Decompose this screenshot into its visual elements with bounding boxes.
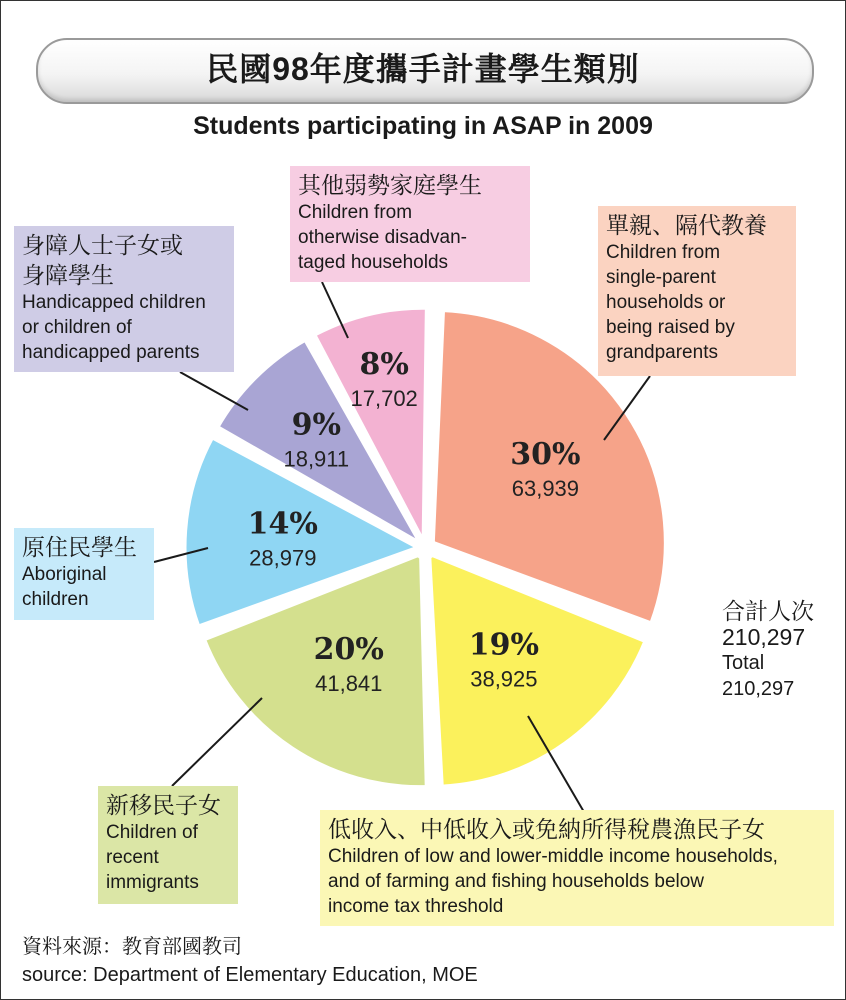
pie-percent-handicapped: 9% <box>291 407 342 443</box>
pie-percent-low-income: 19% <box>468 627 540 663</box>
label-zh-aboriginal: 原住民學生 <box>22 534 137 560</box>
label-en-aboriginal-2: children <box>22 589 89 610</box>
label-box-disadvantaged <box>290 166 530 282</box>
label-en-handicapped-3: handicapped parents <box>22 342 200 363</box>
leader-line-new-immigrant <box>172 698 262 786</box>
pie-center <box>413 536 437 560</box>
label-en-single-parent-2: single-parent <box>606 267 716 288</box>
label-en-aboriginal-1: Aboriginal <box>22 564 107 585</box>
chart-title-en: Students participating in ASAP in 2009 <box>193 112 653 140</box>
label-en-new-immigrant-1: Children of <box>106 822 198 843</box>
label-box-low-income <box>320 810 834 926</box>
source-zh: 資料來源：教育部國教司 <box>22 936 242 958</box>
total-block <box>722 598 814 702</box>
chart-title-zh: 民國98年度攜手計畫學生類別 <box>206 51 640 87</box>
label-en-handicapped-1: Handicapped children <box>22 292 206 313</box>
label-en-single-parent-1: Children from <box>606 242 721 263</box>
pie-percent-aboriginal: 14% <box>247 506 318 542</box>
label-en-new-immigrant-3: immigrants <box>106 872 199 893</box>
leader-line-handicapped <box>180 372 248 410</box>
pie-count-aboriginal: 28,979 <box>249 545 317 571</box>
label-en-handicapped-2: or children of <box>22 317 132 338</box>
label-en-new-immigrant-2: recent <box>106 847 159 868</box>
label-en-single-parent-4: being raised by <box>606 317 735 338</box>
label-en-disadvantaged-1: Children from <box>298 202 413 223</box>
label-en-disadvantaged-3: taged households <box>298 252 449 273</box>
pie-percent-disadvantaged: 8% <box>359 346 409 382</box>
pie-percent-single-parent: 30% <box>510 436 581 472</box>
total-label-en: Total <box>722 652 765 674</box>
label-box-single-parent <box>598 206 796 376</box>
label-zh-disadvantaged: 其他弱勢家庭學生 <box>298 172 482 198</box>
label-en-single-parent-3: households or <box>606 292 726 313</box>
label-en-low-income-1: Children of low and lower-middle income households, <box>328 846 778 867</box>
source-en: source: Department of Elementary Education, MOE <box>22 964 478 986</box>
total-value: 210,297 <box>722 624 806 650</box>
label-zh-low-income: 低收入、中低收入或免納所得稅農漁民子女 <box>328 816 765 842</box>
pie-count-low-income: 38,925 <box>470 666 538 692</box>
label-zh-single-parent: 單親、隔代教養 <box>606 212 767 238</box>
total-value-en: 210,297 <box>722 678 795 700</box>
label-en-single-parent-5: grandparents <box>606 342 718 363</box>
label-en-low-income-3: income tax threshold <box>328 896 504 917</box>
pie-count-disadvantaged: 17,702 <box>350 385 418 411</box>
pie-percent-new-immigrant: 20% <box>313 631 384 667</box>
pie-count-new-immigrant: 41,841 <box>315 670 383 696</box>
pie-count-handicapped: 18,911 <box>283 446 350 472</box>
label-zh-handicapped-2: 身障學生 <box>22 262 114 288</box>
pie-count-single-parent: 63,939 <box>511 475 580 501</box>
label-en-low-income-2: and of farming and fishing households below <box>328 871 705 892</box>
total-label-zh: 合計人次 <box>722 598 814 624</box>
label-en-disadvantaged-2: otherwise disadvan- <box>298 227 467 248</box>
label-zh-handicapped-1: 身障人士子女或 <box>22 232 183 258</box>
label-zh-new-immigrant: 新移民子女 <box>106 792 221 818</box>
label-box-new-immigrant <box>98 786 238 904</box>
label-box-handicapped <box>14 226 234 372</box>
label-box-aboriginal <box>14 528 154 620</box>
